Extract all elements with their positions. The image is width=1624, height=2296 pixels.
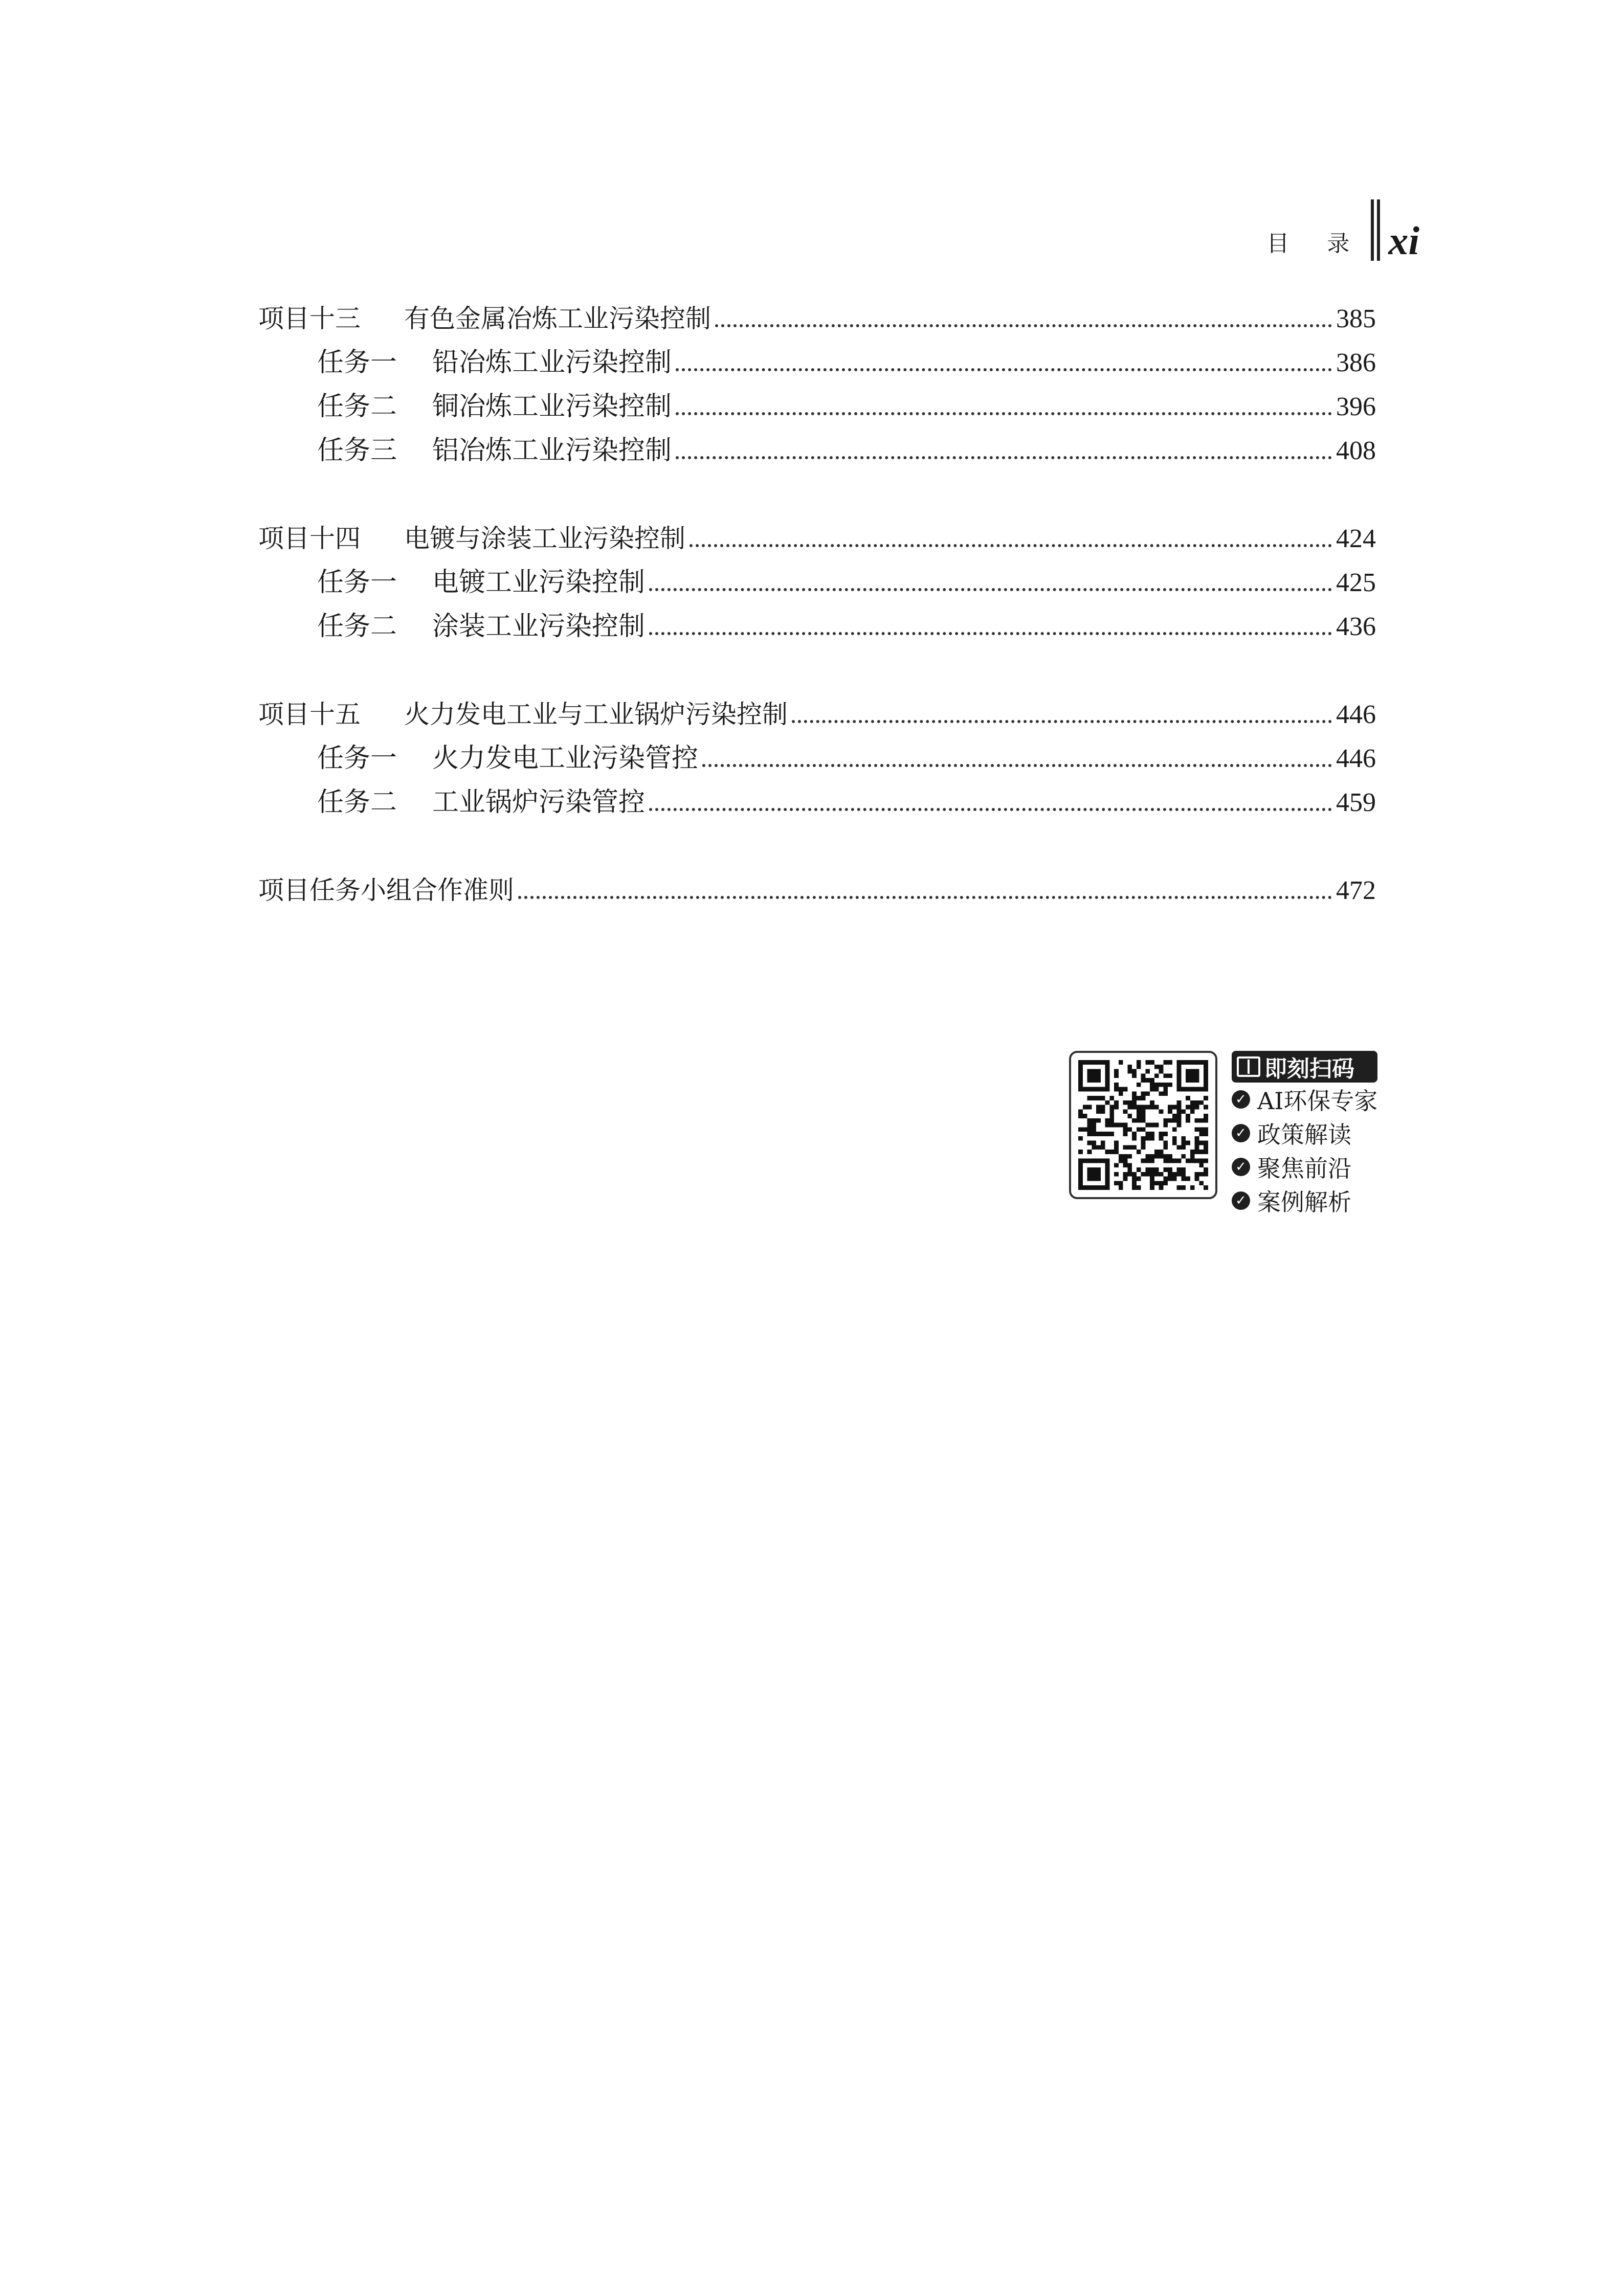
toc-entry-number: 任务二 bbox=[317, 391, 397, 422]
toc-entry-number: 任务二 bbox=[317, 611, 397, 642]
qr-side-panel bbox=[1232, 1051, 1377, 1218]
toc-page-number: 425 bbox=[1336, 568, 1376, 597]
dot-leader bbox=[676, 412, 1332, 415]
toc-task-row[interactable] bbox=[258, 385, 1376, 429]
dot-leader bbox=[649, 807, 1332, 811]
toc-spacer bbox=[258, 824, 1376, 868]
toc-project-row[interactable] bbox=[258, 297, 1376, 341]
toc-entry-title: 项目任务小组合作准则 bbox=[258, 875, 514, 905]
qr-feature-item bbox=[1232, 1184, 1377, 1218]
dot-leader bbox=[676, 456, 1332, 459]
toc-task-row[interactable] bbox=[258, 429, 1376, 472]
toc-page-number: 396 bbox=[1336, 392, 1376, 421]
qr-promo bbox=[1069, 1051, 1377, 1218]
toc-entry-title: 电镀工业污染控制 bbox=[432, 567, 646, 598]
toc-entry-number: 任务二 bbox=[317, 787, 397, 818]
toc-entry-title: 工业锅炉污染管控 bbox=[432, 787, 646, 818]
dot-leader bbox=[649, 588, 1332, 591]
toc-entry-title: 火力发电工业与工业锅炉污染控制 bbox=[404, 700, 788, 729]
toc-entry-title: 铝冶炼工业污染控制 bbox=[432, 435, 672, 466]
qr-banner bbox=[1232, 1051, 1377, 1083]
check-icon: ✓ bbox=[1232, 1191, 1250, 1210]
toc-task-row[interactable] bbox=[258, 560, 1376, 604]
qr-feature-item bbox=[1232, 1116, 1377, 1150]
toc-entry-title: 铅冶炼工业污染控制 bbox=[432, 347, 672, 378]
qr-banner-label: 即刻扫码 bbox=[1264, 1056, 1354, 1082]
toc-page-number: 385 bbox=[1336, 304, 1376, 333]
toc-spacer bbox=[258, 648, 1376, 692]
qr-feature-label: AI环保专家 bbox=[1257, 1087, 1378, 1115]
toc-entry-number: 任务三 bbox=[317, 435, 397, 466]
toc-entry-number: 任务一 bbox=[317, 567, 397, 598]
qr-feature-label: 政策解读 bbox=[1257, 1121, 1351, 1149]
qr-feature-item bbox=[1232, 1150, 1377, 1184]
dot-leader bbox=[649, 632, 1332, 635]
dot-leader bbox=[689, 544, 1332, 547]
toc-page-number: 446 bbox=[1336, 744, 1376, 773]
toc-project-row[interactable] bbox=[258, 692, 1376, 736]
check-icon: ✓ bbox=[1232, 1124, 1250, 1142]
table-of-contents bbox=[258, 297, 1376, 912]
toc-entry-number: 项目十五 bbox=[258, 700, 361, 729]
toc-entry-number: 任务一 bbox=[317, 347, 397, 378]
dot-leader bbox=[792, 719, 1332, 723]
toc-page-number: 436 bbox=[1336, 612, 1376, 641]
dot-leader bbox=[715, 324, 1332, 327]
toc-task-row[interactable] bbox=[258, 780, 1376, 824]
toc-task-row[interactable] bbox=[258, 341, 1376, 385]
dot-leader bbox=[702, 763, 1332, 767]
check-icon: ✓ bbox=[1232, 1158, 1250, 1176]
toc-project-row[interactable] bbox=[258, 516, 1376, 560]
header-rule bbox=[1371, 199, 1380, 261]
toc-entry-title: 火力发电工业污染管控 bbox=[432, 743, 699, 774]
toc-spacer bbox=[258, 472, 1376, 516]
toc-task-row[interactable] bbox=[258, 604, 1376, 648]
book-icon bbox=[1237, 1056, 1260, 1077]
toc-page-number: 472 bbox=[1336, 876, 1376, 905]
toc-page-number: 386 bbox=[1336, 348, 1376, 377]
page-number: xi bbox=[1388, 218, 1419, 263]
qr-feature-label: 聚焦前沿 bbox=[1257, 1155, 1351, 1182]
dot-leader bbox=[676, 368, 1332, 371]
qr-code[interactable] bbox=[1069, 1051, 1217, 1199]
toc-page-number: 459 bbox=[1336, 788, 1376, 817]
toc-entry-number: 项目十四 bbox=[258, 524, 361, 553]
toc-entry-title: 有色金属冶炼工业污染控制 bbox=[404, 304, 711, 333]
toc-project-row[interactable] bbox=[258, 868, 1376, 912]
toc-entry-number: 项目十三 bbox=[258, 304, 361, 333]
toc-entry-title: 铜冶炼工业污染控制 bbox=[432, 391, 672, 422]
qr-feature-label: 案例解析 bbox=[1257, 1188, 1351, 1216]
dot-leader bbox=[518, 895, 1332, 899]
toc-entry-title: 电镀与涂装工业污染控制 bbox=[404, 524, 685, 553]
running-head: 目 录 bbox=[1266, 231, 1365, 257]
toc-page-number: 446 bbox=[1336, 700, 1376, 729]
qr-feature-item bbox=[1232, 1083, 1377, 1116]
toc-page-number: 424 bbox=[1336, 524, 1376, 553]
check-icon: ✓ bbox=[1232, 1090, 1250, 1109]
page-header bbox=[1266, 199, 1419, 261]
toc-entry-title: 涂装工业污染控制 bbox=[432, 611, 646, 642]
toc-task-row[interactable] bbox=[258, 736, 1376, 780]
toc-entry-number: 任务一 bbox=[317, 743, 397, 774]
toc-page-number: 408 bbox=[1336, 436, 1376, 465]
